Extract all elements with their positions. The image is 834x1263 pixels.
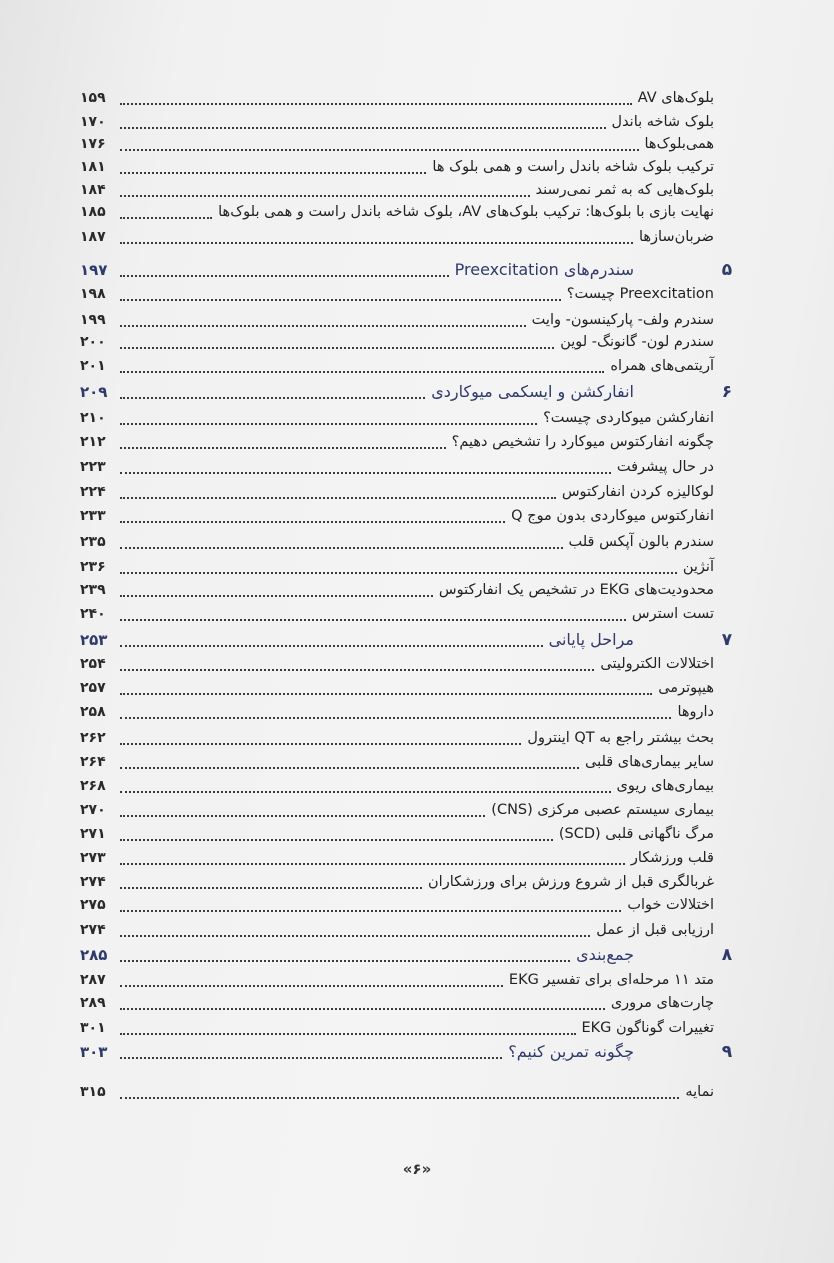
toc-entry-row (80, 504, 740, 528)
page-reference: ۲۸۹ (80, 995, 106, 1011)
dot-leader (120, 887, 422, 889)
dot-leader (120, 791, 611, 793)
entry-title: سایر بیماری‌های قلبی (585, 754, 714, 770)
page-reference: ۲۶۲ (80, 730, 106, 746)
page-reference: ۱۵۹ (80, 90, 106, 106)
entry-title: بلوک‌های AV (637, 90, 714, 106)
dot-leader (120, 423, 537, 425)
entry-title: بلوک شاخه باندل (611, 114, 714, 130)
toc-chapter-row (80, 380, 740, 404)
entry-title: بلوک‌هایی که به ثمر نمی‌رسند (535, 182, 714, 198)
toc-entry-row (80, 578, 740, 602)
toc-entry-row (80, 132, 740, 156)
toc-entry-row (80, 455, 740, 479)
dot-leader (120, 497, 556, 499)
dot-leader (120, 127, 606, 129)
page-reference: ۱۸۱ (80, 159, 106, 175)
toc-chapter-row (80, 943, 740, 967)
toc-entry-row (80, 726, 740, 750)
dot-leader (120, 572, 677, 574)
entry-title: داروها (677, 704, 714, 720)
toc-entry-row (80, 893, 740, 917)
entry-title: آنژین (682, 559, 714, 575)
toc-entry-row (80, 652, 740, 676)
page-reference: ۲۳۵ (80, 534, 106, 550)
entry-title: نمایه (685, 1084, 714, 1100)
page-reference: ۲۸۷ (80, 972, 106, 988)
page-reference: ۲۴۰ (80, 606, 106, 622)
page-reference: ۲۵۷ (80, 680, 106, 696)
page-reference: ۱۹۹ (80, 312, 106, 328)
entry-title: ارزیابی قبل از عمل (596, 922, 714, 938)
page-reference: ۲۲۴ (80, 484, 106, 500)
entry-title: متد ۱۱ مرحله‌ای برای تفسیر EKG (508, 972, 714, 988)
toc-entry-row (80, 330, 740, 354)
entry-title: چگونه انفارکتوس میوکارد را تشخیص دهیم؟ (451, 434, 714, 450)
entry-title: اختلالات خواب (627, 897, 714, 913)
toc-entry-row (80, 700, 740, 724)
dot-leader (120, 693, 652, 695)
toc-entry-row (80, 480, 740, 504)
page-reference: ۳۰۳ (80, 1043, 108, 1061)
chapter-number: ۷ (721, 630, 733, 650)
entry-title: محدودیت‌های EKG در تشخیص یک انفارکتوس (438, 582, 714, 598)
toc-entry-row (80, 555, 740, 579)
toc-entry-row (80, 86, 740, 110)
toc-chapter-row (80, 1040, 740, 1064)
page-reference: ۱۸۵ (80, 204, 106, 220)
chapter-title: انفارکشن و ایسکمی میوکاردی (431, 382, 634, 401)
entry-title: همی‌بلوک‌ها (644, 136, 714, 152)
page-reference: ۱۹۷ (80, 261, 108, 279)
page-reference: ۱۷۶ (80, 136, 106, 152)
dot-leader (120, 397, 425, 399)
page-reference: ۱۷۰ (80, 114, 106, 130)
toc-entry-row (80, 178, 740, 202)
entry-title: نهایت بازی با بلوک‌ها: ترکیب بلوک‌های AV، بلوک شاخه باندل راست و همی بلوک‌ها (218, 204, 714, 220)
toc-entry-row (80, 225, 740, 249)
chapter-title: مراحل پایانی (548, 630, 634, 649)
toc-entry-row (80, 602, 740, 626)
dot-leader (120, 103, 632, 105)
toc-chapter-row (80, 628, 740, 652)
dot-leader (120, 547, 563, 549)
toc-entry-row (80, 354, 740, 378)
page-reference: ۳۰۱ (80, 1020, 106, 1036)
chapter-number: ۵ (721, 260, 733, 280)
toc-chapter-row (80, 258, 740, 282)
dot-leader (120, 325, 526, 327)
toc-entry-row (80, 110, 740, 134)
entry-title: هیپوترمی (658, 680, 714, 696)
toc-entry-row (80, 918, 740, 942)
toc-entry-row (80, 282, 740, 306)
page-reference: ۲۳۹ (80, 582, 106, 598)
chapter-title: جمع‌بندی (576, 945, 634, 964)
page-reference: ۲۲۳ (80, 459, 106, 475)
toc-entry-row (80, 798, 740, 822)
page-reference: ۲۷۳ (80, 850, 106, 866)
page-reference: ۲۱۰ (80, 410, 106, 426)
chapter-number: ۸ (721, 945, 733, 965)
toc-entry-row (80, 308, 740, 332)
dot-leader (120, 815, 485, 817)
entry-title: Preexcitation چیست؟ (566, 286, 714, 302)
dot-leader (120, 371, 604, 373)
dot-leader (120, 910, 621, 912)
page-reference: ۲۷۴ (80, 874, 106, 890)
dot-leader (120, 839, 553, 841)
chapter-title: چگونه تمرین کنیم؟ (508, 1042, 634, 1061)
toc-entry-row (80, 1080, 740, 1104)
toc-entry-row (80, 870, 740, 894)
page-reference: ۲۷۴ (80, 922, 106, 938)
entry-title: لوکالیزه کردن انفارکتوس (561, 484, 714, 500)
dot-leader (120, 299, 561, 301)
toc-entry-row (80, 822, 740, 846)
page-reference: ۲۷۰ (80, 802, 106, 818)
toc-entry-row (80, 676, 740, 700)
entry-title: سندرم بالون آپکس قلب (568, 534, 714, 550)
page-reference: ۲۷۵ (80, 897, 106, 913)
dot-leader (120, 472, 611, 474)
dot-leader (120, 1057, 502, 1059)
chapter-title: سندرم‌های Preexcitation (454, 260, 634, 279)
page-reference: ۲۵۴ (80, 656, 106, 672)
entry-title: در حال پیشرفت (616, 459, 714, 475)
page-reference: ۲۰۱ (80, 358, 106, 374)
dot-leader (120, 960, 570, 962)
dot-leader (120, 669, 594, 671)
page-number: «۶» (402, 1160, 432, 1178)
dot-leader (120, 935, 590, 937)
dot-leader (120, 521, 505, 523)
dot-leader (120, 717, 671, 719)
chapter-number: ۶ (721, 382, 733, 402)
entry-title: مرگ ناگهانی قلبی (SCD) (558, 826, 714, 842)
dot-leader (120, 447, 446, 449)
entry-title: آریتمی‌های همراه (610, 358, 714, 374)
entry-title: بحث بیشتر راجع به QT اینترول (527, 730, 714, 746)
dot-leader (120, 743, 521, 745)
entry-title: تست استرس (631, 606, 714, 622)
dot-leader (120, 619, 626, 621)
dot-leader (120, 217, 212, 219)
dot-leader (120, 172, 426, 174)
toc-entry-row (80, 750, 740, 774)
page-reference: ۱۸۴ (80, 182, 106, 198)
page-reference: ۲۳۳ (80, 508, 106, 524)
page-reference: ۲۸۵ (80, 946, 108, 964)
dot-leader (120, 149, 639, 151)
toc-entry-row (80, 200, 740, 224)
dot-leader (120, 1008, 605, 1010)
page-reference: ۲۶۸ (80, 778, 106, 794)
page-reference: ۳۱۵ (80, 1084, 106, 1100)
toc-entry-row (80, 1016, 740, 1040)
entry-title: سندرم ولف- پارکینسون- وایت (531, 312, 714, 328)
page-reference: ۲۵۳ (80, 631, 108, 649)
dot-leader (120, 242, 633, 244)
page-reference: ۱۸۷ (80, 229, 106, 245)
entry-title: ضربان‌سازها (638, 229, 714, 245)
page-reference: ۲۰۰ (80, 334, 106, 350)
page-reference: ۲۱۲ (80, 434, 106, 450)
entry-title: بیماری‌های ریوی (616, 778, 714, 794)
dot-leader (120, 1097, 679, 1099)
entry-title: انفارکشن میوکاردی چیست؟ (543, 410, 714, 426)
toc-entry-row (80, 530, 740, 554)
toc-entry-row (80, 155, 740, 179)
entry-title: چارت‌های مروری (610, 995, 714, 1011)
toc-entry-row (80, 991, 740, 1015)
toc-entry-row (80, 774, 740, 798)
dot-leader (120, 767, 579, 769)
page-reference: ۲۷۱ (80, 826, 106, 842)
entry-title: قلب ورزشکار (630, 850, 714, 866)
page-reference: ۲۶۴ (80, 754, 106, 770)
toc-entry-row (80, 430, 740, 454)
chapter-number: ۹ (721, 1042, 733, 1062)
page-reference: ۱۹۸ (80, 286, 106, 302)
entry-title: تغییرات گوناگون EKG (581, 1020, 714, 1036)
dot-leader (120, 195, 530, 197)
dot-leader (120, 645, 543, 647)
page-reference: ۲۵۸ (80, 704, 106, 720)
entry-title: انفارکتوس میوکاردی بدون موج Q (511, 508, 714, 524)
dot-leader (120, 347, 554, 349)
entry-title: ترکیب بلوک شاخه باندل راست و همی بلوک ها (432, 159, 714, 175)
dot-leader (120, 595, 433, 597)
entry-title: اختلالات الکترولیتی (600, 656, 714, 672)
entry-title: سندرم لون- گانونگ- لوین (560, 334, 714, 350)
toc-entry-row (80, 846, 740, 870)
entry-title: بیماری سیستم عصبی مرکزی (CNS) (491, 802, 714, 818)
dot-leader (120, 275, 449, 277)
toc-entry-row (80, 968, 740, 992)
dot-leader (120, 863, 625, 865)
page-reference: ۲۳۶ (80, 559, 106, 575)
entry-title: غربالگری قبل از شروع ورزش برای ورزشکاران (428, 874, 714, 890)
page-reference: ۲۰۹ (80, 383, 108, 401)
dot-leader (120, 1033, 576, 1035)
dot-leader (120, 985, 503, 987)
toc-entry-row (80, 406, 740, 430)
